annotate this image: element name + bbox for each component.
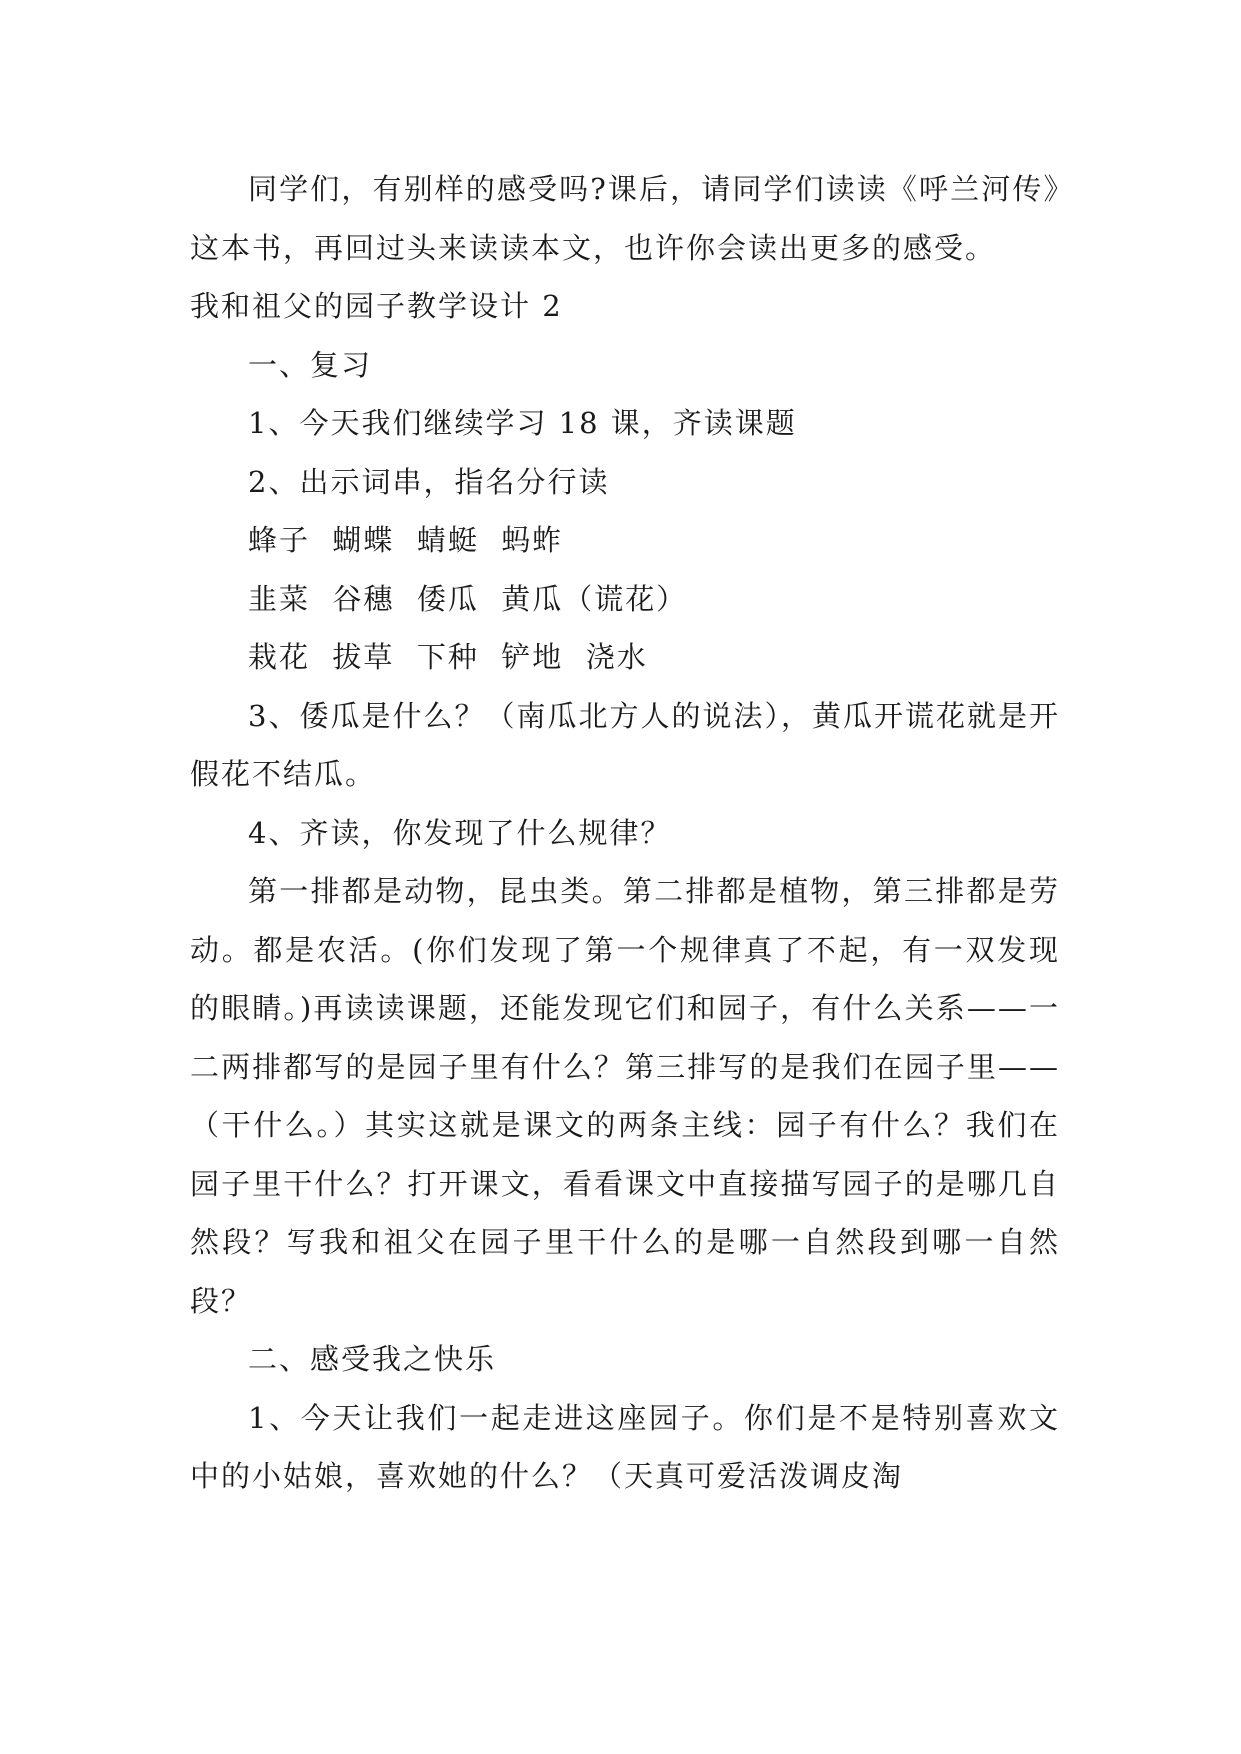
document-page bbox=[190, 160, 1060, 1506]
joy-item-1: 1、今天让我们一起走进这座园子。你们是不是特别喜欢文中的小姑娘，喜欢她的什么？（天真可爱活泼调皮淘 bbox=[190, 1400, 1060, 1493]
section-review-heading: 一、复习 bbox=[248, 347, 373, 382]
vocab-row-labor: 栽花 拔草 下种 铲地 浇水 bbox=[248, 640, 648, 674]
document-title: 我和祖父的园子教学设计 2 bbox=[190, 289, 563, 323]
review-item-3: 3、倭瓜是什么？（南瓜北方人的说法），黄瓜开谎花就是开假花不结瓜。 bbox=[190, 698, 1060, 791]
section-joy-heading: 二、感受我之快乐 bbox=[248, 1342, 497, 1376]
review-item-4: 4、齐读，你发现了什么规律？ bbox=[248, 815, 672, 850]
review-item-2: 2、出示词串，指名分行读 bbox=[248, 464, 610, 499]
pattern-paragraph: 第一排都是动物，昆虫类。第二排都是植物，第三排都是劳动。都是农活。(你们发现了第一个规律真了不起，有一双发现的眼睛。)再读读课题，还能发现它们和园子，有什么关系——一二两排都写的是园子里有什么？第三排写的是我们在园子里——（干什么。）其实这就是课文的两条主线：园子有什么？我们在园子里干什么？打开课文，看看课文中直接描写园子的是哪几自然段？写我和祖父在园子里干什么的是哪一自然段到哪一自然段？ bbox=[190, 874, 1060, 1318]
vocab-row-insects: 蜂子 蝴蝶 蜻蜓 蚂蚱 bbox=[248, 523, 564, 557]
intro-paragraph: 同学们，有别样的感受吗?课后，请同学们读读《呼兰河传》这本书，再回过头来读读本文，也许你会读出更多的感受。 bbox=[190, 172, 1060, 265]
review-item-1: 1、今天我们继续学习 18 课，齐读课题 bbox=[248, 406, 797, 440]
vocab-row-plants: 韭菜 谷穗 倭瓜 黄瓜（谎花） bbox=[248, 581, 688, 616]
